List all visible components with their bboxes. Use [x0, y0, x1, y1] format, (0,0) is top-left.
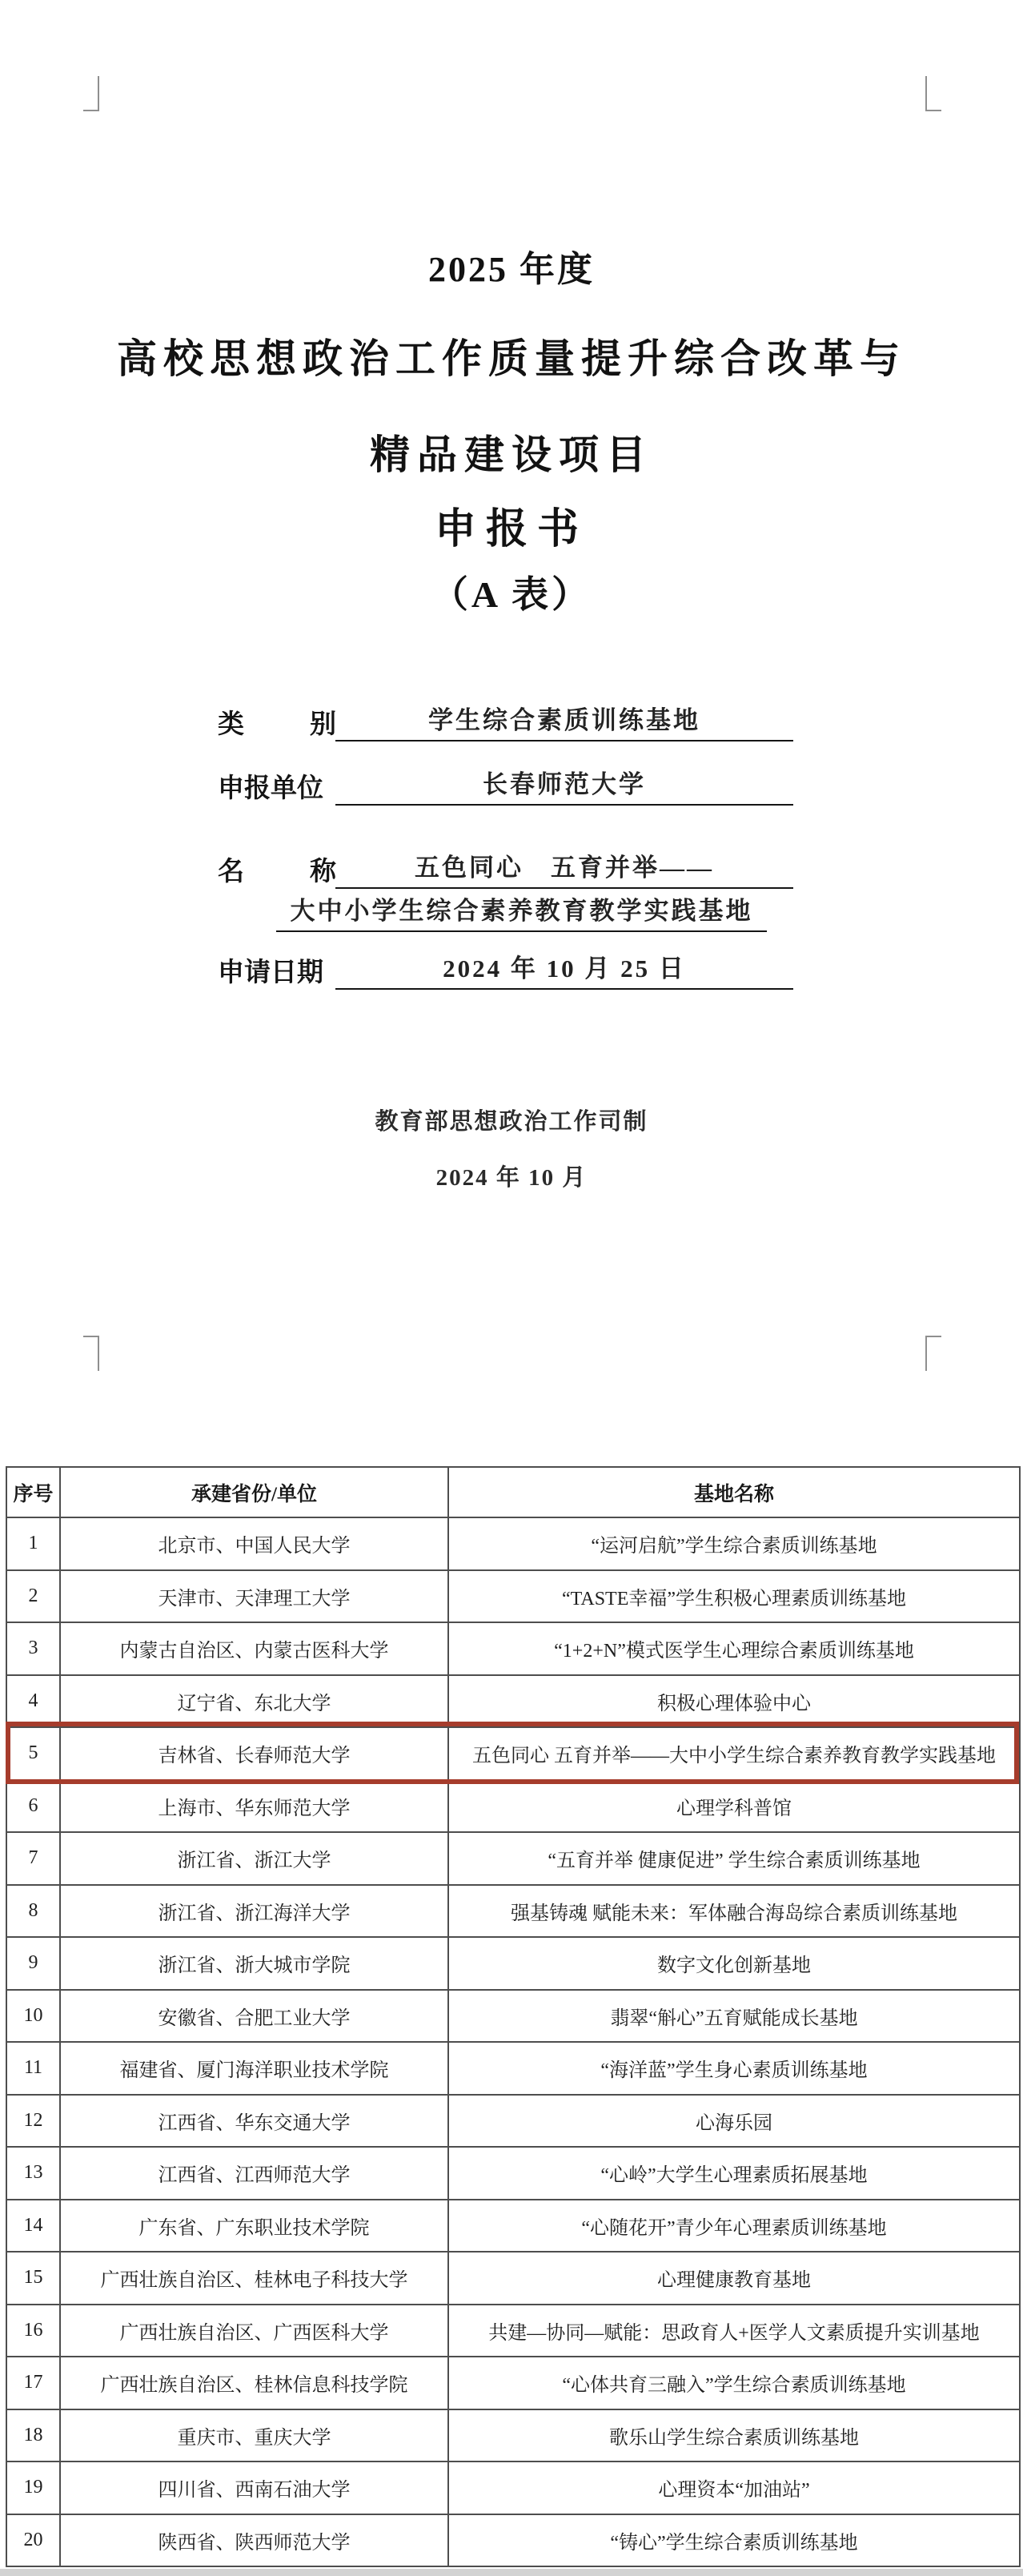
- header-unit: 承建省份/单位: [60, 1467, 448, 1517]
- cell-unit: 内蒙古自治区、内蒙古医科大学: [60, 1622, 448, 1675]
- table-row: [6, 2042, 1020, 2095]
- cell-seq: 6: [6, 1780, 60, 1833]
- unit-label: 申报单位: [218, 774, 323, 803]
- table-row: [6, 1622, 1020, 1675]
- cell-unit: 北京市、中国人民大学: [60, 1517, 448, 1570]
- cell-base: 共建—协同—赋能：思政育人+医学人文素质提升实训基地: [448, 2305, 1020, 2357]
- crop-mark-top-right-icon: [925, 76, 941, 111]
- cell-base: 五色同心 五育并举——大中小学生综合素养教育教学实践基地: [448, 1727, 1020, 1780]
- crop-mark-bottom-right-icon: [925, 1336, 941, 1371]
- publisher-line: 教育部思想政治工作司制: [375, 1109, 648, 1135]
- cell-unit: 吉林省、长春师范大学: [60, 1727, 448, 1780]
- header-base-name: 基地名称: [448, 1467, 1020, 1517]
- name-value-line2: 大中小学生综合素养教育教学实践基地: [276, 890, 767, 932]
- cell-base: 翡翠“斛心”五育赋能成长基地: [448, 1990, 1020, 2043]
- table-row: [6, 2409, 1020, 2462]
- cell-seq: 17: [6, 2357, 60, 2409]
- cell-unit: 辽宁省、东北大学: [60, 1675, 448, 1728]
- table-row: [6, 1570, 1020, 1623]
- cell-seq: 20: [6, 2514, 60, 2567]
- cell-unit: 上海市、华东师范大学: [60, 1780, 448, 1833]
- cell-seq: 3: [6, 1622, 60, 1675]
- cell-base: “心体共育三融入”学生综合素质训练基地: [448, 2357, 1020, 2409]
- cell-base: 心理学科普馆: [448, 1780, 1020, 1833]
- cell-base: “海洋蓝”学生身心素质训练基地: [448, 2042, 1020, 2095]
- category-value: 学生综合素质训练基地: [335, 700, 793, 741]
- base-table-body: [6, 1517, 1020, 2566]
- cover-title-year: 2025 年度: [428, 250, 595, 289]
- cell-seq: 7: [6, 1832, 60, 1885]
- category-label-char1: 类: [218, 710, 244, 739]
- cell-unit: 浙江省、浙江海洋大学: [60, 1885, 448, 1938]
- cell-seq: 16: [6, 2305, 60, 2357]
- cell-unit: 福建省、厦门海洋职业技术学院: [60, 2042, 448, 2095]
- cell-base: 心海乐园: [448, 2095, 1020, 2148]
- cell-seq: 19: [6, 2461, 60, 2514]
- cell-base: “心随花开”青少年心理素质训练基地: [448, 2200, 1020, 2252]
- cell-base: 心理健康教育基地: [448, 2252, 1020, 2305]
- name-label: [218, 850, 336, 888]
- cell-unit: 天津市、天津理工大学: [60, 1570, 448, 1623]
- cell-unit: 陕西省、陕西师范大学: [60, 2514, 448, 2567]
- table-row: [6, 2147, 1020, 2200]
- cell-base: 数字文化创新基地: [448, 1937, 1020, 1990]
- unit-value: 长春师范大学: [335, 764, 793, 806]
- cell-base: 歌乐山学生综合素质训练基地: [448, 2409, 1020, 2462]
- cover-title-program-line2: 精品建设项目: [370, 432, 653, 477]
- cell-seq: 8: [6, 1885, 60, 1938]
- cell-seq: 12: [6, 2095, 60, 2148]
- cell-seq: 9: [6, 1937, 60, 1990]
- cell-base: “心岭”大学生心理素质拓展基地: [448, 2147, 1020, 2200]
- bottom-cutoff-strip: [0, 2569, 1023, 2576]
- cell-seq: 11: [6, 2042, 60, 2095]
- cell-seq: 2: [6, 1570, 60, 1623]
- cover-title-program-line1: 高校思想政治工作质量提升综合改革与: [117, 336, 906, 381]
- table-row: [6, 2252, 1020, 2305]
- table-row: [6, 1990, 1020, 2043]
- cell-unit: 浙江省、浙江大学: [60, 1832, 448, 1885]
- cell-unit: 安徽省、合肥工业大学: [60, 1990, 448, 2043]
- header-seq: 序号: [6, 1467, 60, 1517]
- table-row: [6, 2357, 1020, 2409]
- cell-unit: 广西壮族自治区、桂林信息科技学院: [60, 2357, 448, 2409]
- table-row: [6, 2461, 1020, 2514]
- cell-base: 积极心理体验中心: [448, 1675, 1020, 1728]
- cell-unit: 江西省、江西师范大学: [60, 2147, 448, 2200]
- cell-unit: 广东省、广东职业技术学院: [60, 2200, 448, 2252]
- category-label: [218, 703, 336, 741]
- name-label-char2: 称: [310, 858, 336, 886]
- cell-seq: 18: [6, 2409, 60, 2462]
- cell-unit: 四川省、西南石油大学: [60, 2461, 448, 2514]
- cell-unit: 广西壮族自治区、桂林电子科技大学: [60, 2252, 448, 2305]
- name-label-char1: 名: [218, 858, 244, 886]
- cell-seq: 4: [6, 1675, 60, 1728]
- table-row: [6, 1885, 1020, 1938]
- cover-title-form-a: （A 表）: [431, 574, 592, 615]
- name-value-line1: 五色同心 五育并举——: [335, 847, 793, 889]
- table-row: [6, 1517, 1020, 1570]
- table-row: [6, 2514, 1020, 2567]
- cell-unit: 浙江省、浙大城市学院: [60, 1937, 448, 1990]
- cover-title-application-form: 申报书: [434, 507, 588, 553]
- cell-base: “运河启航”学生综合素质训练基地: [448, 1517, 1020, 1570]
- cell-unit: 广西壮族自治区、广西医科大学: [60, 2305, 448, 2357]
- cell-seq: 13: [6, 2147, 60, 2200]
- cell-base: 心理资本“加油站”: [448, 2461, 1020, 2514]
- table-row: [6, 1780, 1020, 1833]
- table-row: [6, 1937, 1020, 1990]
- table-row: [6, 1675, 1020, 1728]
- date-value: 2024 年 10 月 25 日: [335, 948, 793, 990]
- cell-seq: 15: [6, 2252, 60, 2305]
- crop-mark-top-left-icon: [83, 76, 99, 111]
- date-label: 申请日期: [218, 958, 323, 987]
- cell-unit: 江西省、华东交通大学: [60, 2095, 448, 2148]
- cell-base: “铸心”学生综合素质训练基地: [448, 2514, 1020, 2567]
- cell-seq: 14: [6, 2200, 60, 2252]
- category-label-char2: 别: [310, 710, 336, 739]
- table-row: [6, 2305, 1020, 2357]
- crop-mark-bottom-left-icon: [83, 1336, 99, 1371]
- publish-date-line: 2024 年 10 月: [435, 1165, 588, 1191]
- cell-base: 强基铸魂 赋能未来：军体融合海岛综合素质训练基地: [448, 1885, 1020, 1938]
- base-list-table: [6, 1466, 1021, 2567]
- table-header-row: [6, 1467, 1020, 1517]
- cell-seq: 10: [6, 1990, 60, 2043]
- table-row: [6, 1727, 1020, 1780]
- cell-base: “TASTE幸福”学生积极心理素质训练基地: [448, 1570, 1020, 1623]
- cell-base: “五育并举 健康促进” 学生综合素质训练基地: [448, 1832, 1020, 1885]
- table-row: [6, 2200, 1020, 2252]
- table-row: [6, 1832, 1020, 1885]
- cell-seq: 5: [6, 1727, 60, 1780]
- table-row: [6, 2095, 1020, 2148]
- cell-unit: 重庆市、重庆大学: [60, 2409, 448, 2462]
- cell-base: “1+2+N”模式医学生心理综合素质训练基地: [448, 1622, 1020, 1675]
- cell-seq: 1: [6, 1517, 60, 1570]
